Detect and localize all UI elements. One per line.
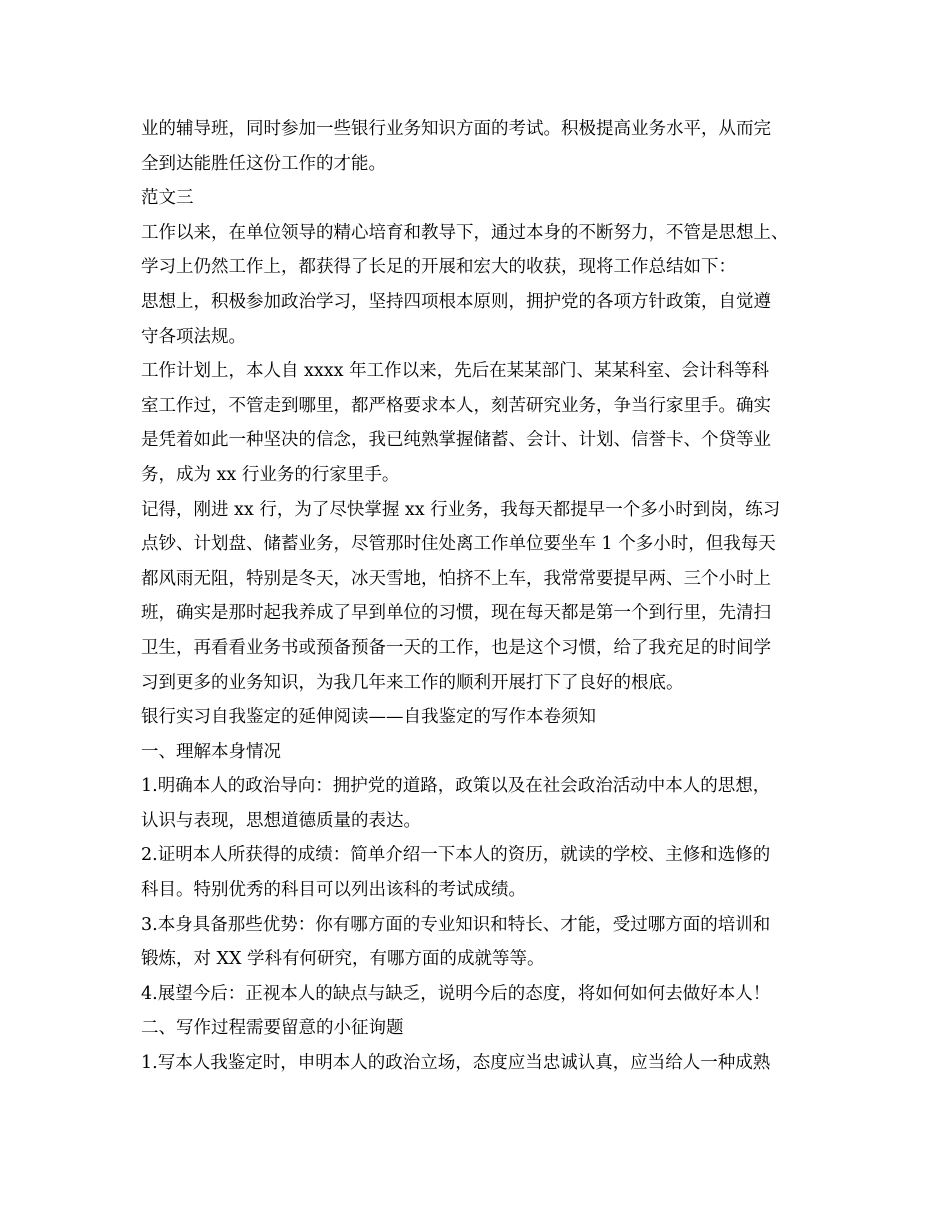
text-line: 学习上仍然工作上，都获得了长足的开展和宏大的收获，现将工作总结如下： [141, 257, 736, 278]
text-line: 点钞、计划盘、储蓄业务，尽管那时住处离工作单位要坐车 1 个多小时，但我每天 [141, 534, 776, 555]
list-item: 4.展望今后：正视本人的缺点与缺乏，说明今后的态度，将如何如何去做好本人！ [141, 983, 771, 1004]
text-line: 务，成为 xx 行业务的行家里手。 [141, 464, 400, 485]
text-line: 记得，刚进 xx 行，为了尽快掌握 xx 行业务，我每天都提早一个多小时到岗，练习 [141, 499, 781, 520]
list-item-continuation: 锻炼，对 XX 学科有何研究，有哪方面的成就等等。 [141, 949, 545, 970]
section-heading: 范文三 [141, 188, 194, 209]
text-line: 工作计划上，本人自 xxxx 年工作以来，先后在某某部门、某某科室、会计科等科 [141, 361, 770, 382]
text-line: 守各项法规。 [141, 326, 246, 347]
document-body [141, 112, 821, 1081]
text-line: 全到达能胜任这份工作的才能。 [141, 153, 386, 174]
text-line: 都风雨无阻，特别是冬天，冰天雪地，怕挤不上车，我常常要提早两、三个小时上 [141, 568, 771, 589]
text-line: 思想上，积极参加政治学习，坚持四项根本原则，拥护党的各项方针政策，自觉遵 [141, 291, 771, 312]
list-item: 1.写本人我鉴定时，申明本人的政治立场，态度应当忠诚认真，应当给人一种成熟 [141, 1053, 771, 1074]
list-item-continuation: 科目。特别优秀的科目可以列出该科的考试成绩。 [141, 880, 526, 901]
text-line: 班，确实是那时起我养成了早到单位的习惯，现在每天都是第一个到行里，先清扫 [141, 603, 771, 624]
list-item: 1.明确本人的政治导向：拥护党的道路，政策以及在社会政治活动中本人的思想， [141, 776, 771, 797]
text-line: 工作以来，在单位领导的精心培育和教导下，通过本身的不断努力，不管是思想上、 [141, 222, 789, 243]
text-line: 室工作过，不管走到哪里，都严格要求本人，刻苦研究业务，争当行家里手。确实 [141, 395, 771, 416]
list-item-continuation: 认识与表现，思想道德质量的表达。 [141, 810, 421, 831]
text-line: 习到更多的业务知识，为我几年来工作的顺利开展打下了良好的根底。 [141, 672, 684, 693]
subsection-heading: 二、写作过程需要留意的小征询题 [141, 1018, 404, 1039]
list-item: 2.证明本人所获得的成绩：简单介绍一下本人的资历，就读的学校、主修和选修的 [141, 845, 771, 866]
text-line: 业的辅导班，同时参加一些银行业务知识方面的考试。积极提高业务水平，从而完 [141, 119, 771, 139]
section-heading: 银行实习自我鉴定的延伸阅读——自我鉴定的写作本卷须知 [141, 707, 596, 728]
subsection-heading: 一、理解本身情况 [141, 741, 281, 762]
text-line: 是凭着如此一种坚决的信念，我已纯熟掌握储蓄、会计、计划、信誉卡、个贷等业 [141, 430, 771, 451]
list-item: 3.本身具备那些优势：你有哪方面的专业知识和特长、才能，受过哪方面的培训和 [141, 914, 771, 935]
text-line: 卫生，再看看业务书或预备预备一天的工作，也是这个习惯，给了我充足的时间学 [141, 637, 771, 658]
